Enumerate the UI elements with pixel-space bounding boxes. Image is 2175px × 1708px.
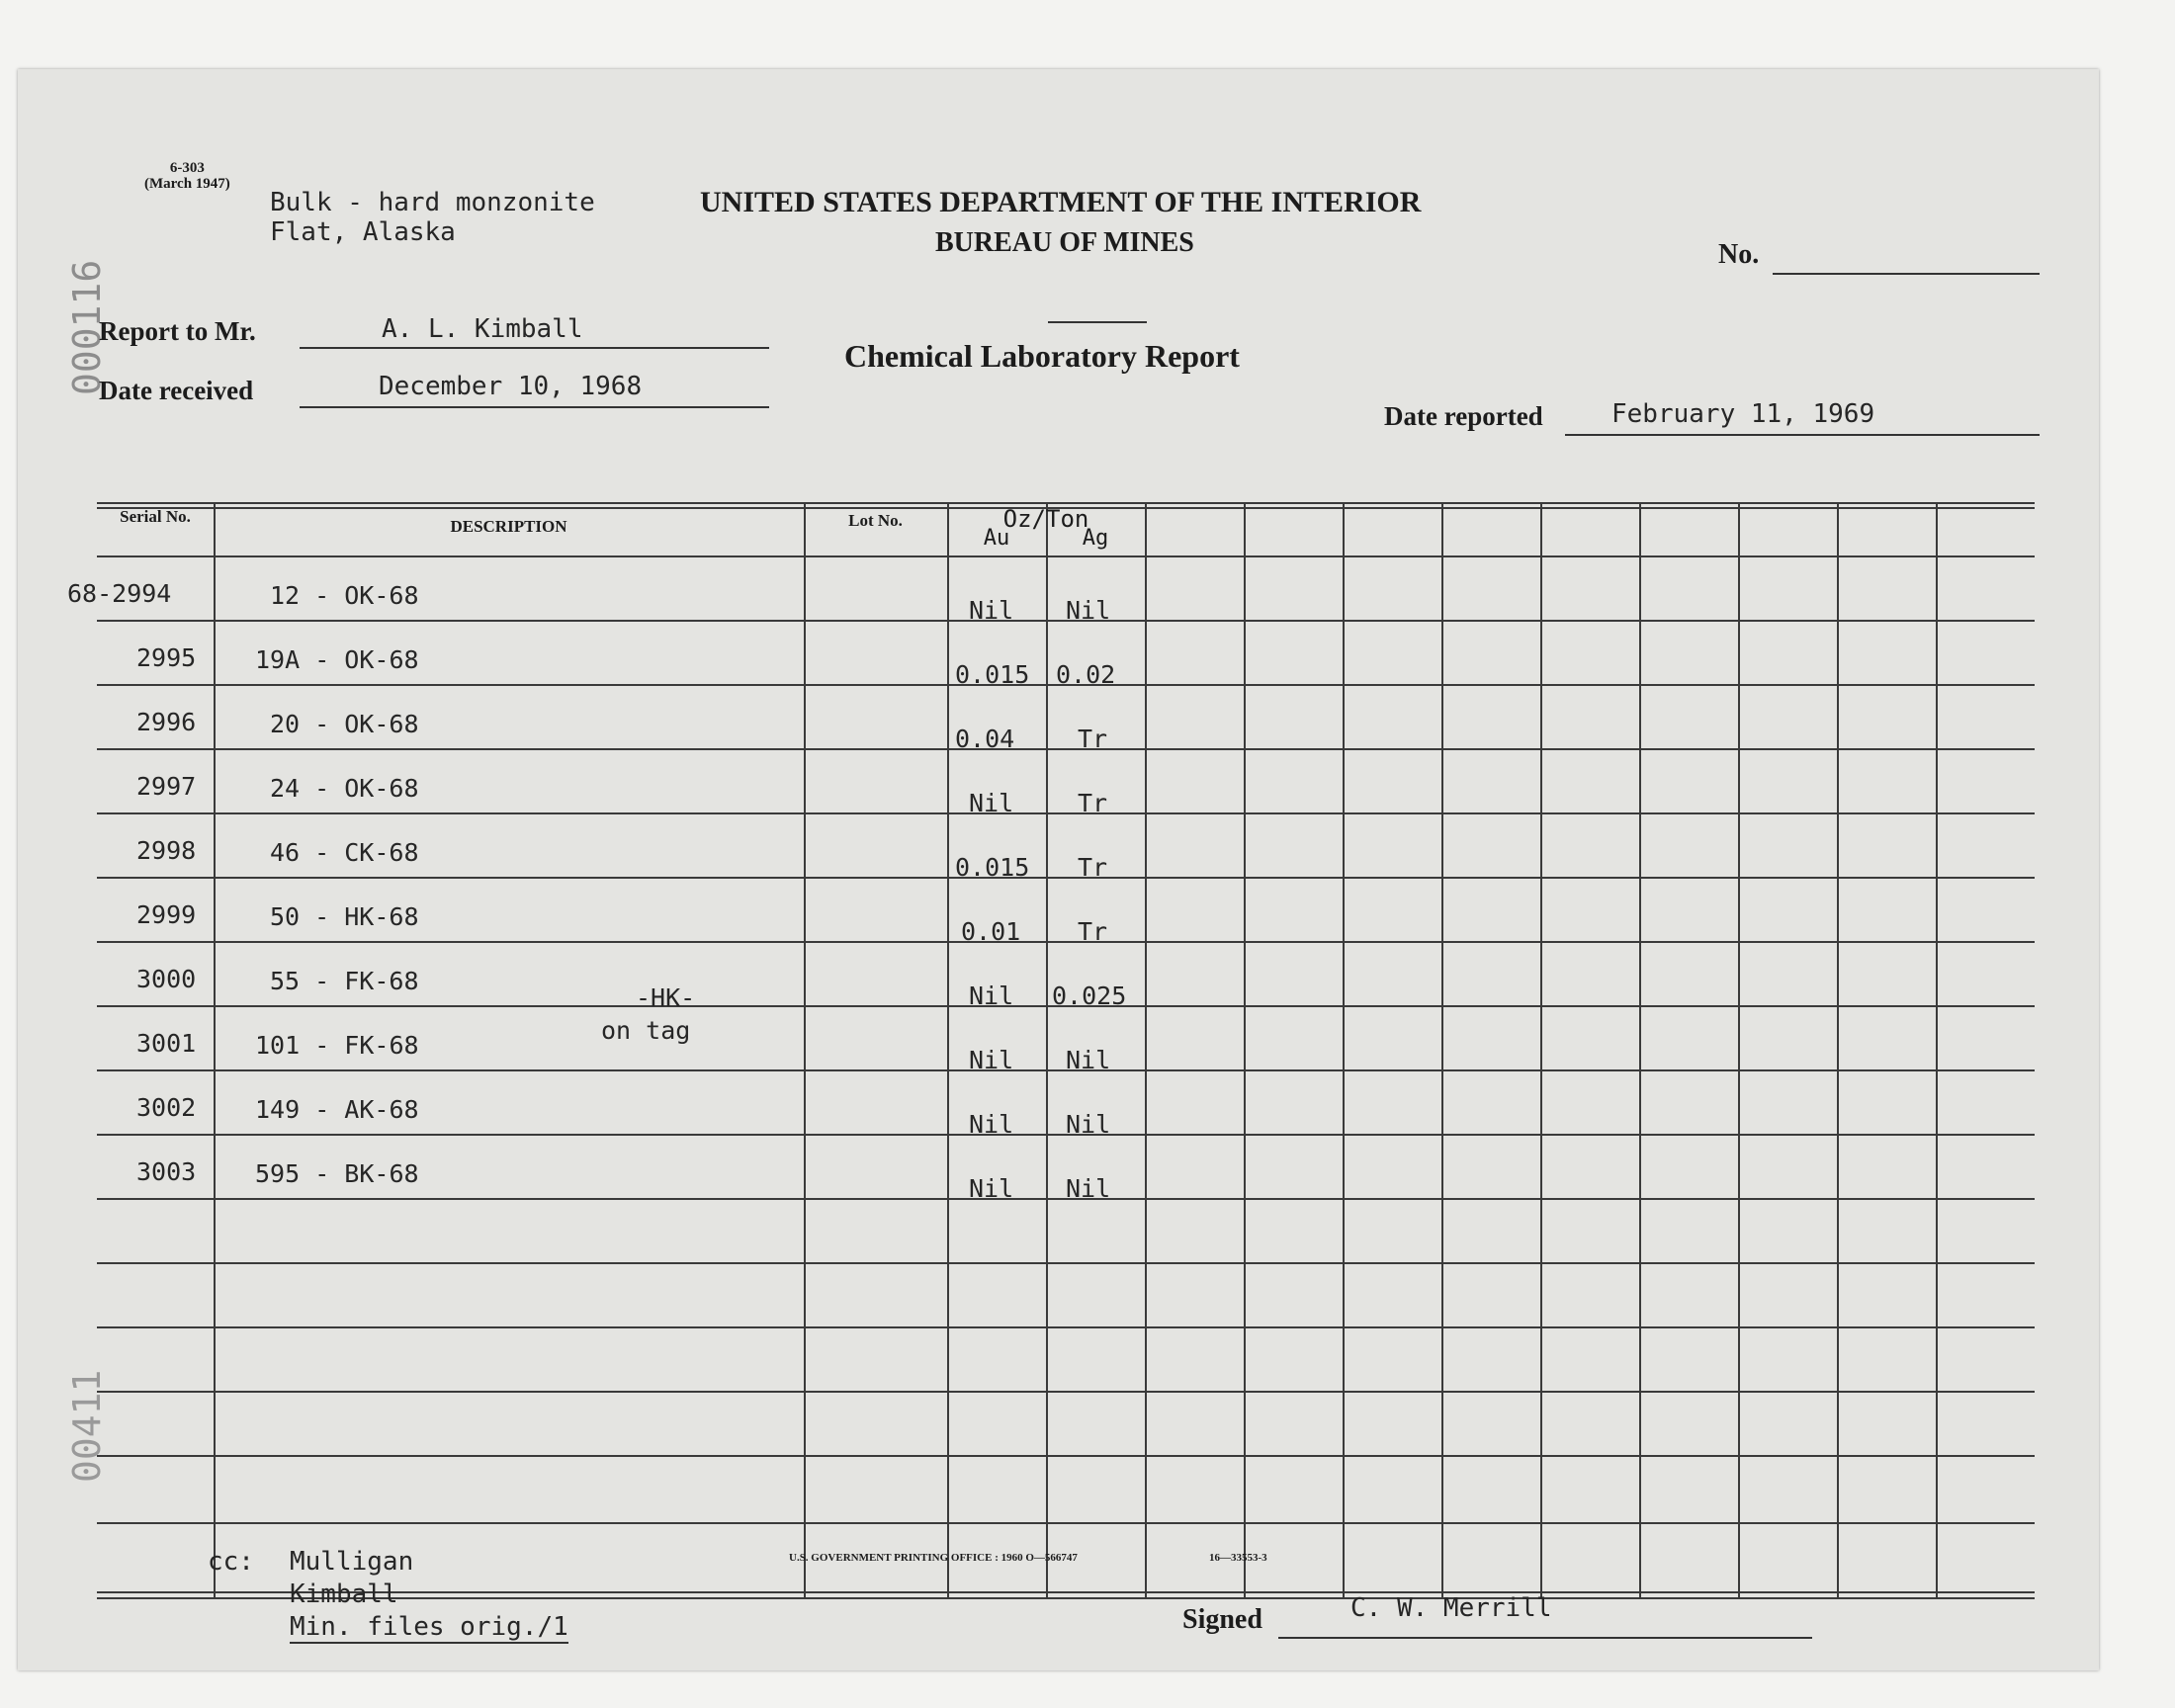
date-reported-line — [1565, 434, 2040, 436]
header-serial: Serial No. — [120, 507, 191, 526]
col-divider — [1343, 504, 1345, 1597]
serial-cell: 68-2994 — [67, 579, 172, 608]
printing-office: U.S. GOVERNMENT PRINTING OFFICE : 1960 O—566747 — [789, 1552, 1078, 1564]
description-cell: 149 - AK-68 — [255, 1095, 419, 1124]
title-divider — [1048, 321, 1147, 323]
ag-cell: Tr — [1078, 853, 1108, 882]
col-divider — [1145, 504, 1147, 1597]
col-divider — [1244, 504, 1246, 1597]
serial-cell: 3000 — [136, 965, 197, 993]
au-cell: 0.01 — [961, 917, 1021, 946]
no-label: No. — [1718, 239, 1760, 270]
col-divider — [1046, 504, 1048, 1597]
description-cell: 20 - OK-68 — [270, 710, 419, 738]
ag-cell: Tr — [1078, 789, 1108, 817]
serial-cell: 3002 — [136, 1093, 197, 1122]
row-rule — [97, 748, 2035, 750]
tag-annotation: on tag — [601, 1016, 691, 1045]
col-divider — [804, 504, 806, 1597]
col-divider — [1936, 504, 1938, 1597]
col-divider — [1639, 504, 1641, 1597]
col-divider — [1738, 504, 1740, 1597]
signed-value: C. W. Merrill — [1350, 1593, 1552, 1623]
ag-cell: 0.025 — [1052, 982, 1127, 1010]
description-cell: 12 - OK-68 — [270, 581, 419, 610]
serial-cell: 2995 — [136, 643, 197, 672]
header-description: DESCRIPTION — [450, 517, 567, 536]
ag-cell: Nil — [1066, 596, 1111, 625]
serial-cell: 3001 — [136, 1029, 197, 1058]
row-rule — [97, 812, 2035, 814]
row-rule — [97, 877, 2035, 879]
report-to-value: A. L. Kimball — [382, 314, 583, 344]
col-divider — [1441, 504, 1443, 1597]
row-rule — [97, 1326, 2035, 1328]
report-to-label: Report to Mr. — [99, 316, 256, 346]
table-top-rule — [97, 502, 2035, 504]
print-code: 16—33553-3 — [1209, 1552, 1267, 1564]
tag-annotation: -HK- — [636, 983, 696, 1012]
form-number: 6-303 — [169, 160, 205, 176]
serial-cell: 2997 — [136, 772, 197, 801]
cc-recipient: Min. files orig./1 — [290, 1612, 568, 1642]
serial-cell: 2996 — [136, 708, 197, 736]
report-title: Chemical Laboratory Report — [844, 338, 1240, 374]
department-title: UNITED STATES DEPARTMENT OF THE INTERIOR — [700, 186, 1422, 218]
date-reported-label: Date reported — [1384, 401, 1543, 431]
sample-location: Flat, Alaska — [270, 217, 456, 247]
cc-recipient: Mulligan — [290, 1547, 414, 1577]
cc-recipient: Kimball — [290, 1580, 398, 1609]
description-cell: 19A - OK-68 — [255, 645, 419, 674]
col-divider — [947, 504, 949, 1597]
description-cell: 50 - HK-68 — [270, 902, 419, 931]
header-lot: Lot No. — [848, 511, 903, 530]
au-cell: Nil — [969, 1046, 1014, 1074]
description-cell: 24 - OK-68 — [270, 774, 419, 803]
row-rule — [97, 1262, 2035, 1264]
row-rule — [97, 1391, 2035, 1393]
ag-cell: 0.02 — [1056, 660, 1116, 689]
form-id — [144, 160, 230, 192]
au-cell: Nil — [969, 1174, 1014, 1203]
date-received-label: Date received — [99, 376, 254, 405]
au-cell: 0.015 — [955, 853, 1030, 882]
ag-cell: Nil — [1066, 1174, 1111, 1203]
au-cell: Nil — [969, 982, 1014, 1010]
date-received-line — [300, 406, 769, 408]
ag-cell: Tr — [1078, 917, 1108, 946]
au-cell: Nil — [969, 789, 1014, 817]
description-cell: 101 - FK-68 — [255, 1031, 419, 1060]
cc-label: cc: — [208, 1547, 254, 1577]
description-cell: 595 - BK-68 — [255, 1159, 419, 1188]
sample-material: Bulk - hard monzonite — [270, 188, 595, 217]
au-cell: 0.04 — [955, 725, 1015, 753]
col-divider — [1837, 504, 1839, 1597]
ag-cell: Tr — [1078, 725, 1108, 753]
report-to-line — [300, 347, 769, 349]
header-oz-ton: Oz/Ton — [1002, 505, 1089, 533]
au-cell: 0.015 — [955, 660, 1030, 689]
au-cell: Nil — [969, 1110, 1014, 1139]
col-divider — [1540, 504, 1542, 1597]
side-stamp-bottom: 00411 — [65, 1369, 109, 1483]
side-stamp-top: 000116 — [65, 259, 109, 395]
description-cell: 46 - CK-68 — [270, 838, 419, 867]
header-ag: Ag — [1082, 526, 1109, 551]
row-rule — [97, 941, 2035, 943]
au-cell: Nil — [969, 596, 1014, 625]
header-rule — [97, 555, 2035, 557]
no-field — [1773, 273, 2040, 275]
row-rule — [97, 1455, 2035, 1457]
col-divider — [214, 504, 216, 1597]
report-sheet — [18, 69, 2099, 1670]
date-reported-value: February 11, 1969 — [1611, 399, 1875, 429]
bureau-title: BUREAU OF MINES — [935, 227, 1194, 258]
row-rule — [97, 1522, 2035, 1524]
serial-cell: 2999 — [136, 900, 197, 929]
ag-cell: Nil — [1066, 1046, 1111, 1074]
date-received-value: December 10, 1968 — [379, 372, 643, 401]
serial-cell: 3003 — [136, 1157, 197, 1186]
signed-label: Signed — [1182, 1604, 1262, 1635]
serial-cell: 2998 — [136, 836, 197, 865]
ag-cell: Nil — [1066, 1110, 1111, 1139]
description-cell: 55 - FK-68 — [270, 967, 419, 995]
signature-line — [1278, 1637, 1812, 1639]
header-au: Au — [983, 526, 1010, 551]
form-revision: (March 1947) — [144, 176, 230, 192]
